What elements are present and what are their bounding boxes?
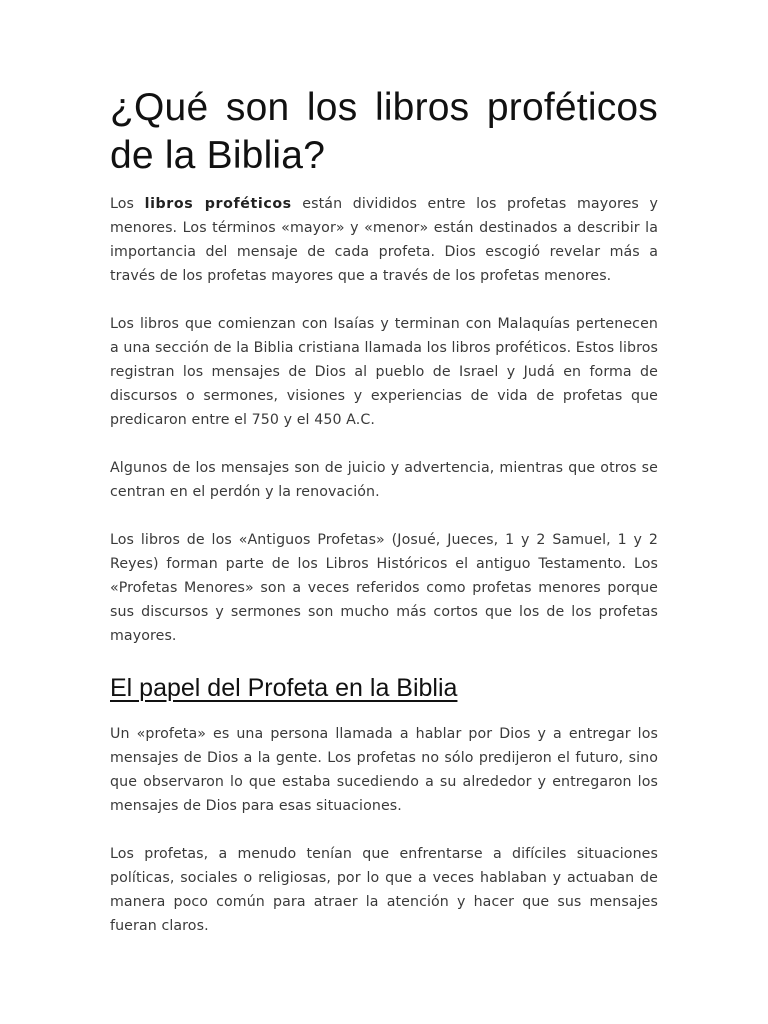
intro-bold-term: libros proféticos: [144, 196, 292, 212]
paragraph-messages: Algunos de los mensajes son de juicio y advertencia, mientras que otros se centran en el perdón y la renovación.: [110, 460, 658, 500]
intro-paragraph: [110, 192, 658, 288]
document-title: ¿Qué son los libros proféticos de la Biblia?: [110, 86, 658, 177]
paragraph-books-range: Los libros que comienzan con Isaías y terminan con Malaquías pertenecen a una sección de la Biblia cristiana llamada los libros proféticos. Estos libros registran los mensajes de Dios al pueblo de Israel y Judá en forma de discursos o sermones, visiones y experiencias de vida de profetas que predicaron entre el 750 y el 450 A.C.: [110, 316, 658, 428]
intro-prefix: Los: [110, 196, 145, 212]
document-page: [110, 84, 658, 962]
paragraph-prophet-situations: Los profetas, a menudo tenían que enfrentarse a difíciles situaciones políticas, sociales o religiosas, por lo que a veces hablaban y actuaban de manera poco común para atraer la atención y hacer que sus mensajes fueran claros.: [110, 846, 658, 934]
section-heading: El papel del Profeta en la Biblia: [110, 674, 458, 702]
paragraph-ancient-prophets: Los libros de los «Antiguos Profetas» (Josué, Jueces, 1 y 2 Samuel, 1 y 2 Reyes) forman parte de los Libros Históricos el antiguo Testamento. Los «Profetas Menores» son a veces referidos como profetas menores porque sus discursos y sermones son mucho más cortos que los de los profetas mayores.: [110, 532, 658, 644]
intro-rest: están divididos entre los profetas mayores y menores. Los términos «mayor» y «menor» están destinados a describir la importancia del mensaje de cada profeta. Dios escogió revelar más a través de los profetas mayores que a través de los profetas menores.: [110, 196, 658, 284]
paragraph-prophet-definition: Un «profeta» es una persona llamada a hablar por Dios y a entregar los mensajes de Dios a la gente. Los profetas no sólo predijeron el futuro, sino que observaron lo que estaba sucediendo a su alrededor y entregaron los mensajes de Dios para esas situaciones.: [110, 726, 658, 814]
